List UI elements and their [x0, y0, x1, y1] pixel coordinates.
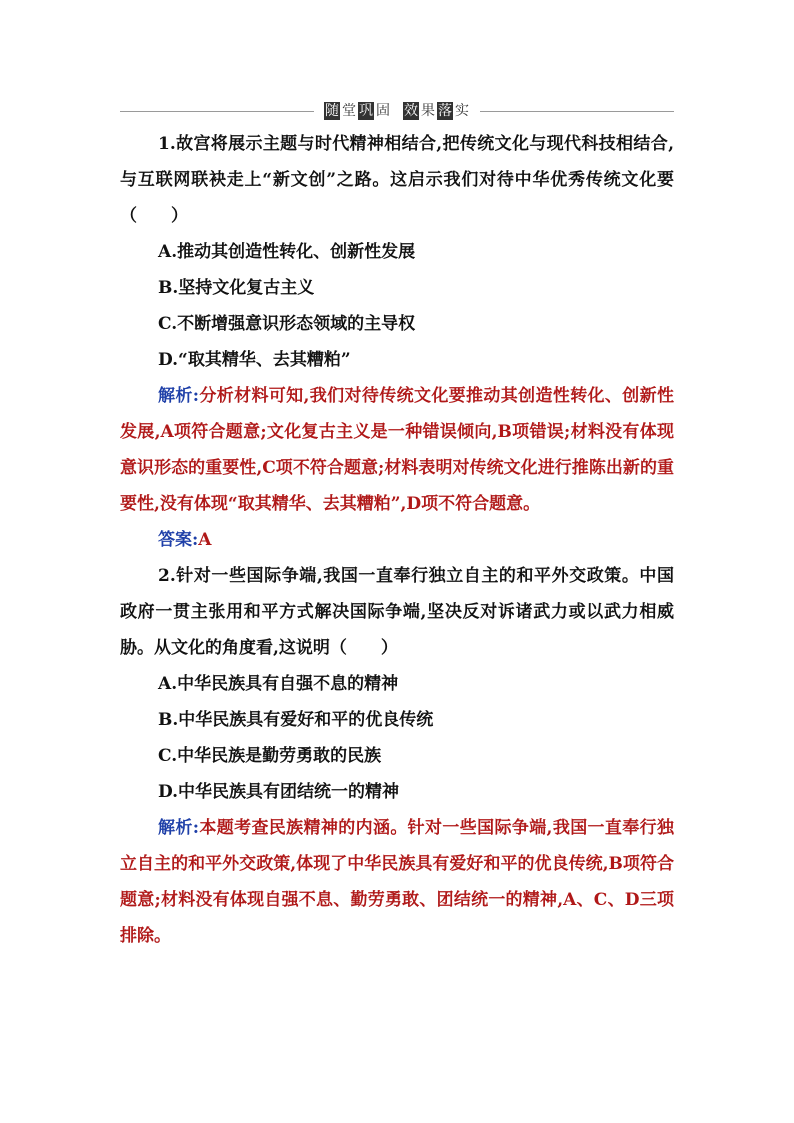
option-d: D.“取其精华、去其糟粕”	[158, 350, 351, 370]
section-header	[120, 98, 674, 124]
answer-label: 答案:	[158, 530, 199, 550]
answer	[120, 522, 674, 558]
header-char: 效	[404, 103, 418, 119]
analysis	[120, 810, 674, 954]
option-d: D.中华民族具有团结统一的精神	[158, 782, 400, 802]
option-c: C.中华民族是勤劳勇敢的民族	[158, 746, 382, 766]
option-c: C.不断增强意识形态领域的主导权	[158, 314, 416, 334]
header-char: 固	[376, 103, 390, 119]
header-group-consolidate	[324, 102, 391, 120]
header-title	[314, 102, 480, 120]
option-a: A.中华民族具有自强不息的精神	[158, 674, 399, 694]
analysis-label: 解析:	[158, 818, 199, 838]
header-char: 实	[455, 103, 469, 119]
question-content	[120, 126, 674, 954]
header-char: 落	[438, 103, 452, 119]
option-a: A.推动其创造性转化、创新性发展	[158, 242, 416, 262]
analysis-text: 本题考查民族精神的内涵。针对一些国际争端,我国一直奉行独立自主的和平外交政策,体现了中华民族具有爱好和平的优良传统,B项符合题意;材料没有体现自强不息、勤劳勇敢、团结统一的精神,A、C、D三项排除。	[120, 818, 674, 946]
header-char: 堂	[342, 103, 356, 119]
question-2	[120, 558, 674, 954]
question-stem: 2.针对一些国际争端,我国一直奉行独立自主的和平外交政策。中国政府一贯主张用和平方式解决国际争端,坚决反对诉诸武力或以武力相威胁。从文化的角度看,这说明（ ）	[120, 566, 674, 658]
header-char: 果	[421, 103, 435, 119]
header-char: 随	[325, 103, 339, 119]
header-char: 巩	[359, 103, 373, 119]
analysis-text: 分析材料可知,我们对待传统文化要推动其创造性转化、创新性发展,A项符合题意;文化复古主义是一种错误倾向,B项错误;材料没有体现意识形态的重要性,C项不符合题意;材料表明对传统文化进行推陈出新的重要性,没有体现“取其精华、去其糟粕”,D项不符合题意。	[120, 386, 674, 514]
header-rule-right	[480, 111, 674, 112]
header-group-effect	[403, 102, 470, 120]
question-stem: 1.故宫将展示主题与时代精神相结合,把传统文化与现代科技相结合,与互联网联袂走上“新文创”之路。这启示我们对待中华优秀传统文化要（ ）	[120, 134, 674, 226]
header-rule-left	[120, 111, 314, 112]
analysis-label: 解析:	[158, 386, 199, 406]
answer-value: A	[198, 530, 212, 550]
option-b: B.中华民族具有爱好和平的优良传统	[158, 710, 434, 730]
analysis	[120, 378, 674, 522]
question-1	[120, 126, 674, 558]
option-b: B.坚持文化复古主义	[158, 278, 315, 298]
